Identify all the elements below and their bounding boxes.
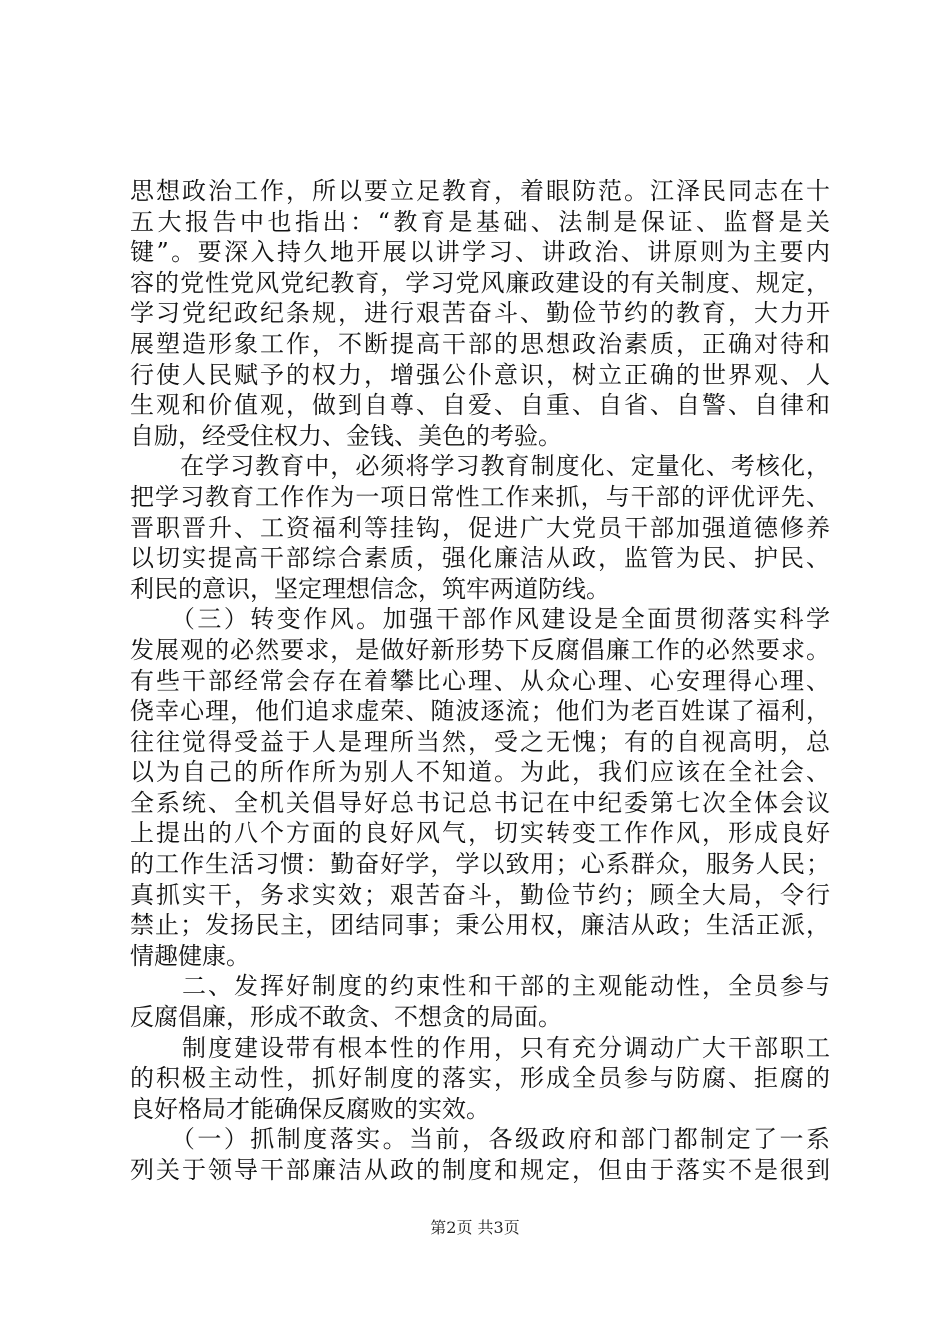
text-line: 情趣健康。 [130,941,250,970]
text-line: 二、发挥好制度的约束性和干部的主观能动性，全员参与 [130,972,830,1001]
text-line: 列关于领导干部廉洁从政的制度和规定，但由于落实不是很到 [130,1156,830,1184]
text-line: 制度建设带有根本性的作用，只有充分调动广大干部职工 [130,1033,830,1062]
text-line: 行使人民赋予的权力，增强公仆意识，树立正确的世界观、人 [130,360,830,389]
text-line: 自励，经受住权力、金钱、美色的考验。 [130,421,562,450]
text-line: 以为自己的所作所为别人不知道。为此，我们应该在全社会、 [130,758,830,787]
document-body [130,176,830,1186]
text-line: 展塑造形象工作，不断提高干部的思想政治素质，正确对待和 [130,329,830,358]
text-line: （三）转变作风。加强干部作风建设是全面贯彻落实科学 [130,605,830,634]
text-line: 把学习教育工作作为一项日常性工作来抓，与干部的评优评先、 [130,482,830,511]
text-line: 禁止；发扬民主，团结同事；秉公用权，廉洁从政；生活正派， [130,911,830,940]
text-line: 往往觉得受益于人是理所当然，受之无愧；有的自视高明，总 [130,727,830,756]
text-line: 键”。要深入持久地开展以讲学习、讲政治、讲原则为主要内 [130,238,830,267]
text-line: 五大报告中也指出：“教育是基础、法制是保证、监督是关 [130,207,830,236]
text-line: 容的党性党风党纪教育，学习党风廉政建设的有关制度、规定， [130,268,830,297]
text-line: 学习党纪政纪条规，进行艰苦奋斗、勤俭节约的教育，大力开 [130,299,830,328]
text-line: 反腐倡廉，形成不敢贪、不想贪的局面。 [130,1003,562,1032]
text-line: （一）抓制度落实。当前，各级政府和部门都制定了一系 [130,1125,830,1154]
text-line: 发展观的必然要求，是做好新形势下反腐倡廉工作的必然要求。 [130,635,830,664]
text-line: 思想政治工作，所以要立足教育，着眼防范。江泽民同志在十 [130,177,830,205]
text-line: 有些干部经常会存在着攀比心理、从众心理、心安理得心理、 [130,666,830,695]
text-line: 晋职晋升、工资福利等挂钩，促进广大党员干部加强道德修养 [130,513,830,542]
text-line: 利民的意识，坚定理想信念，筑牢两道防线。 [130,574,610,603]
text-line: 上提出的八个方面的良好风气，切实转变工作作风，形成良好 [130,819,830,848]
text-line: 以切实提高干部综合素质，强化廉洁从政，监管为民、护民、 [130,544,830,573]
text-line: 全系统、全机关倡导好总书记总书记在中纪委第七次全体会议 [130,788,830,817]
page-footer: 第2页 共3页 [430,1218,520,1237]
text-line: 生观和价值观，做到自尊、自爱、自重、自省、自警、自律和 [130,391,830,420]
text-line: 在学习教育中，必须将学习教育制度化、定量化、考核化， [130,452,830,481]
text-line: 侥幸心理，他们追求虚荣、随波逐流；他们为老百姓谋了福利， [130,697,830,726]
text-line: 的积极主动性，抓好制度的落实，形成全员参与防腐、拒腐的 [130,1064,830,1093]
text-line: 真抓实干，务求实效；艰苦奋斗，勤俭节约；顾全大局，令行 [130,880,830,909]
text-line: 的工作生活习惯：勤奋好学，学以致用；心系群众，服务人民； [130,850,830,879]
text-line: 良好格局才能确保反腐败的实效。 [130,1094,490,1123]
